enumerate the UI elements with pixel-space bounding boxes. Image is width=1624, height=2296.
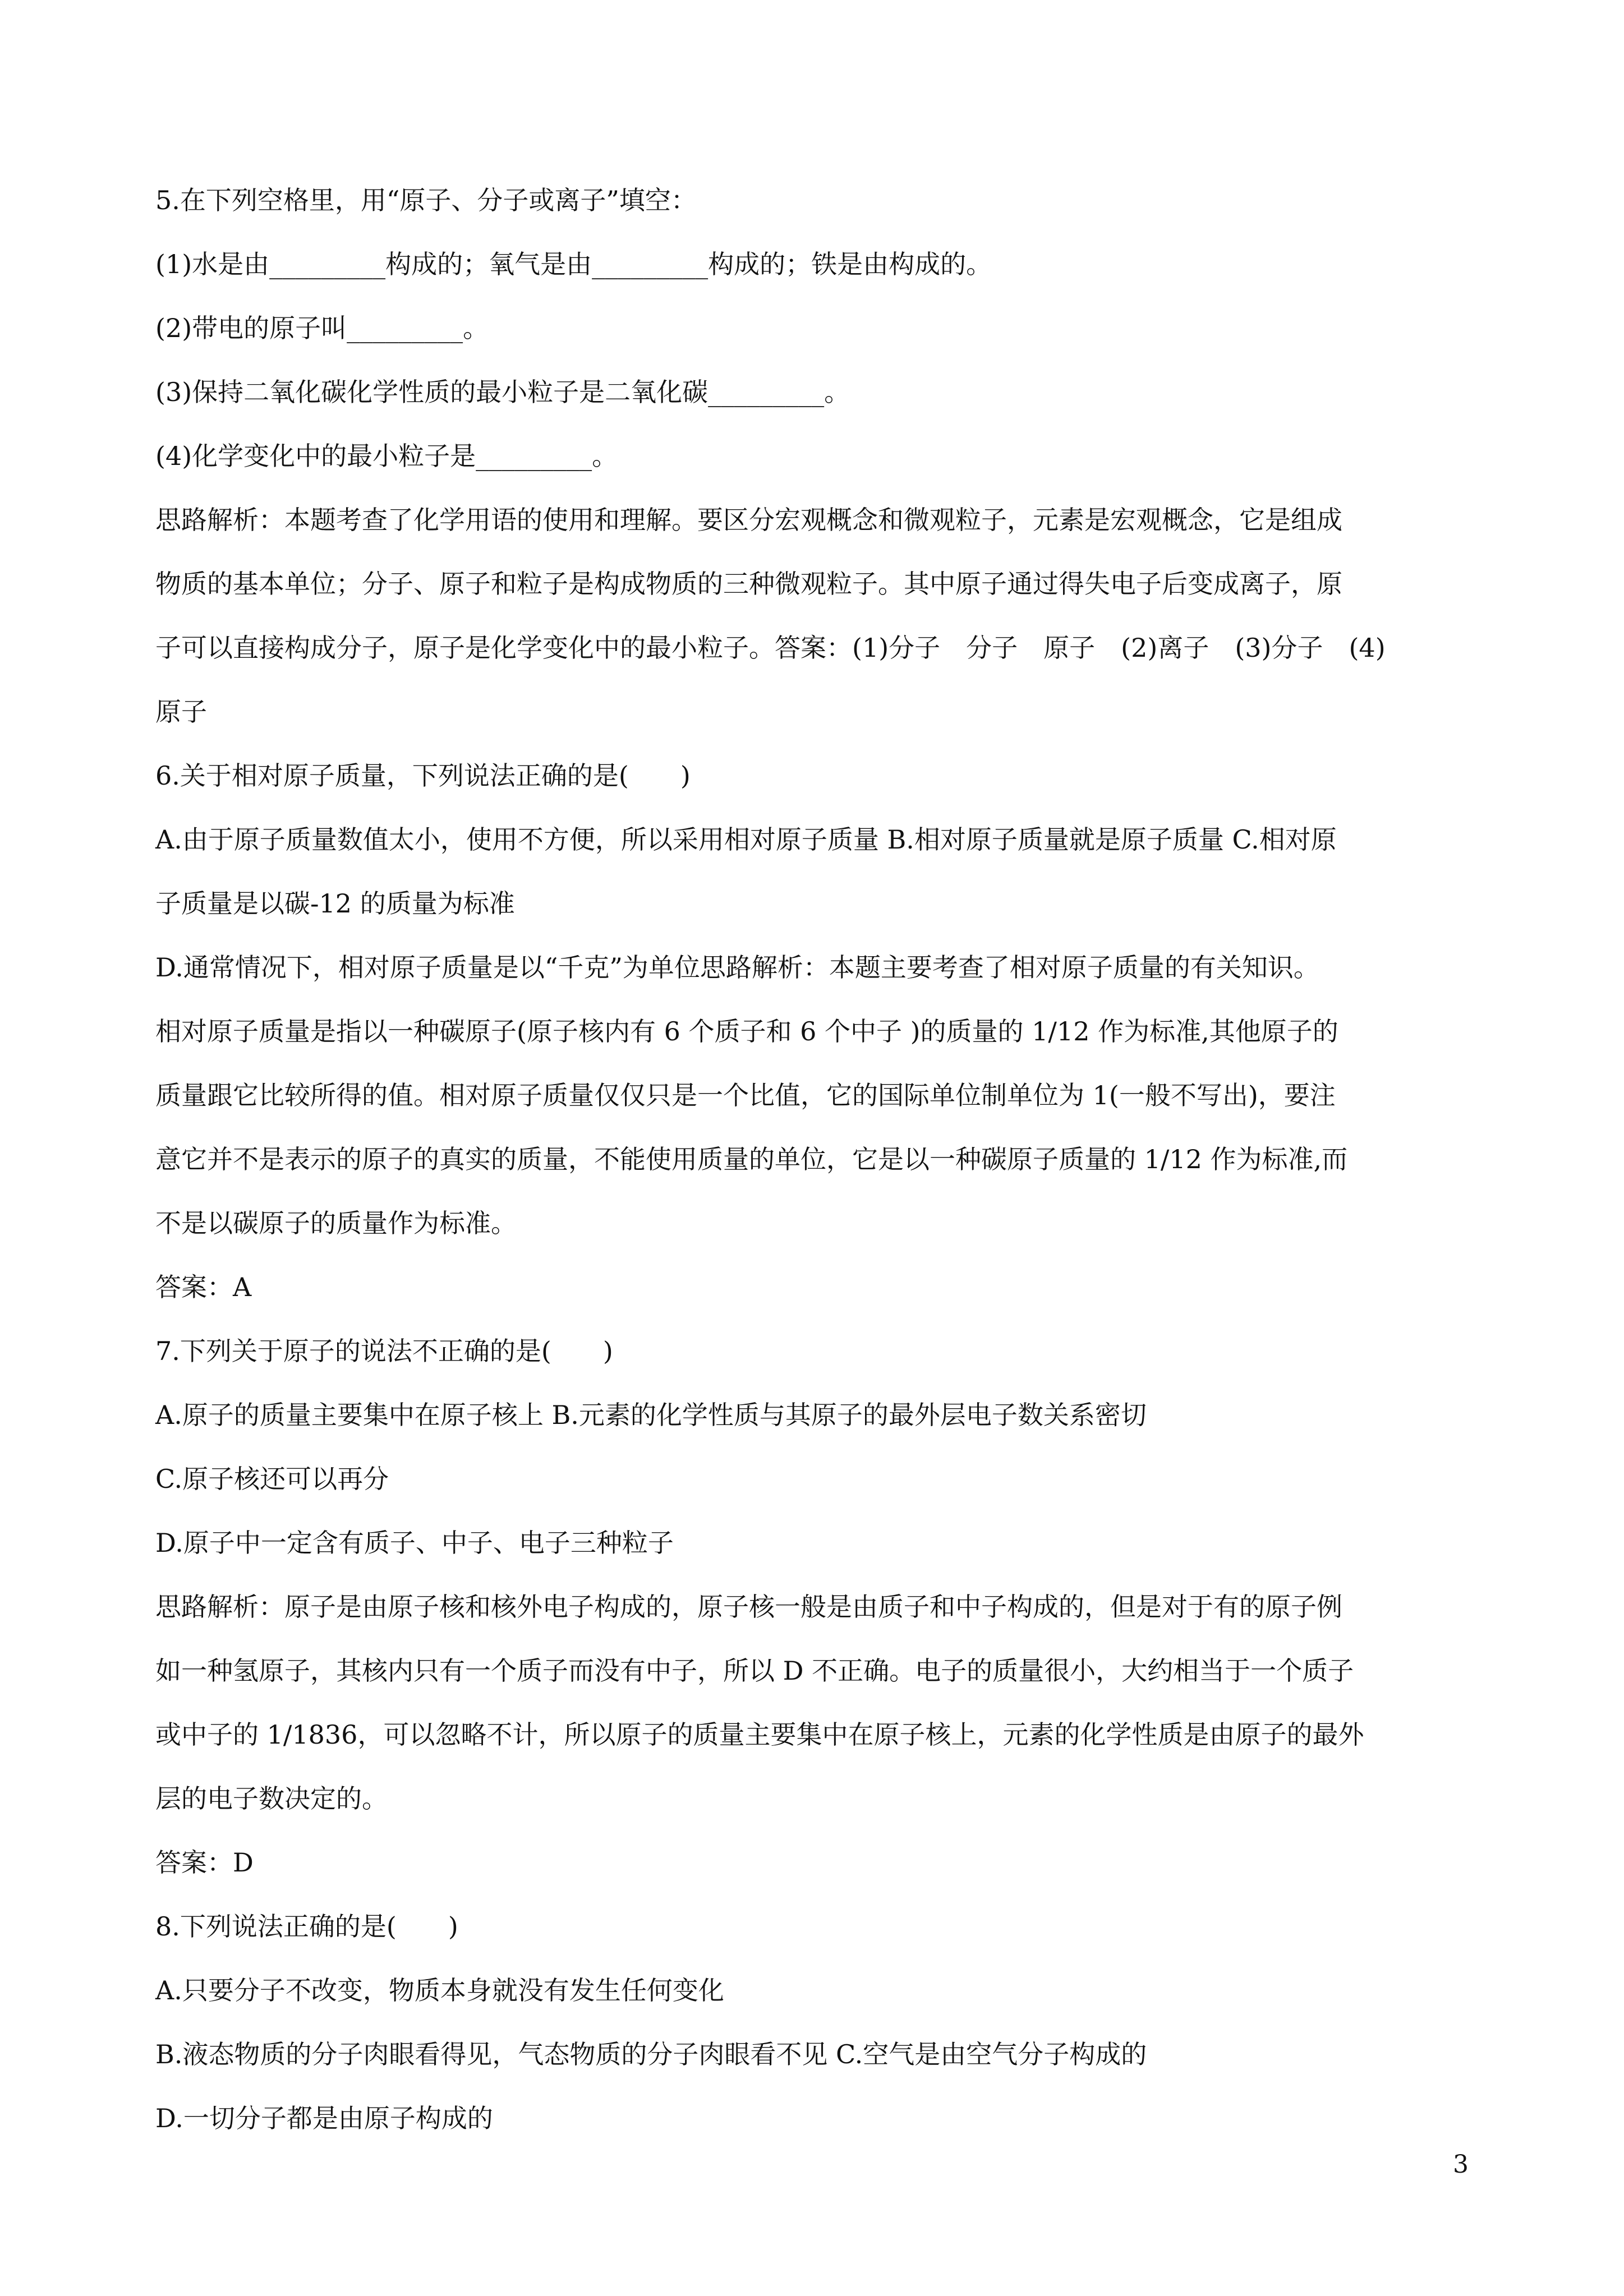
text-line: 意它并不是表示的原子的真实的质量，不能使用质量的单位，它是以一种碳原子质量的 1/12 作为标准,而 xyxy=(155,1144,1348,1174)
text-line: A.原子的质量主要集中在原子核上 B.元素的化学性质与其原子的最外层电子数关系密切 xyxy=(155,1400,1147,1430)
text-line: 子质量是以碳-12 的质量为标准 xyxy=(155,888,515,919)
text-line: (1)水是由_________构成的；氧气是由_________构成的；铁是由构成的。 xyxy=(155,249,992,279)
page-number: 3 xyxy=(1453,2150,1469,2179)
text-line: 答案：D xyxy=(155,1847,254,1878)
text-line: 子可以直接构成分子，原子是化学变化中的最小粒子。答案：(1)分子 分子 原子 (2)离子 (3)分子 (4) xyxy=(155,633,1386,663)
text-line: 层的电子数决定的。 xyxy=(155,1783,388,1814)
text-line: 相对原子质量是指以一种碳原子(原子核内有 6 个质子和 6 个中子 )的质量的 1/12 作为标准,其他原子的 xyxy=(155,1016,1338,1046)
text-line: 思路解析：本题考查了化学用语的使用和理解。要区分宏观概念和微观粒子，元素是宏观概念，它是组成 xyxy=(155,505,1342,535)
text-line: 或中子的 1/1836，可以忽略不计，所以原子的质量主要集中在原子核上，元素的化学性质是由原子的最外 xyxy=(155,1719,1364,1750)
text-line: 6.关于相对原子质量，下列说法正确的是( ) xyxy=(155,760,691,791)
text-line: 8.下列说法正确的是( ) xyxy=(155,1911,458,1942)
text-line: 答案：A xyxy=(155,1272,252,1302)
text-line: 质量跟它比较所得的值。相对原子质量仅仅只是一个比值，它的国际单位制单位为 1(一般不写出)，要注 xyxy=(155,1080,1336,1110)
text-line: A.由于原子质量数值太小，使用不方便，所以采用相对原子质量 B.相对原子质量就是原子质量 C.相对原 xyxy=(155,824,1337,855)
text-line: B.液态物质的分子肉眼看得见，气态物质的分子肉眼看不见 C.空气是由空气分子构成的 xyxy=(155,2039,1147,2069)
text-line: D.原子中一定含有质子、中子、电子三种粒子 xyxy=(155,1528,674,1558)
text-line: 如一种氢原子，其核内只有一个质子而没有中子，所以 D 不正确。电子的质量很小，大约相当于一个质子 xyxy=(155,1656,1354,1686)
document-body xyxy=(155,168,1474,2150)
text-line: D.一切分子都是由原子构成的 xyxy=(155,2103,493,2133)
text-line: 不是以碳原子的质量作为标准。 xyxy=(155,1208,517,1238)
text-line: (4)化学变化中的最小粒子是_________。 xyxy=(155,441,618,471)
text-line: 5.在下列空格里，用“原子、分子或离子”填空： xyxy=(155,185,697,215)
text-line: (2)带电的原子叫_________。 xyxy=(155,313,489,343)
text-line: 7.下列关于原子的说法不正确的是( ) xyxy=(155,1336,613,1366)
text-line: C.原子核还可以再分 xyxy=(155,1464,389,1494)
text-line: 思路解析：原子是由原子核和核外电子构成的，原子核一般是由质子和中子构成的，但是对于有的原子例 xyxy=(155,1592,1342,1622)
text-line: D.通常情况下，相对原子质量是以“千克”为单位思路解析：本题主要考查了相对原子质量的有关知识。 xyxy=(155,952,1319,983)
text-line: (3)保持二氧化碳化学性质的最小粒子是二氧化碳_________。 xyxy=(155,377,850,407)
text-line: A.只要分子不改变，物质本身就没有发生任何变化 xyxy=(155,1975,724,2005)
text-line: 原子 xyxy=(155,697,207,727)
text-line: 物质的基本单位；分子、原子和粒子是构成物质的三种微观粒子。其中原子通过得失电子后变成离子，原 xyxy=(155,569,1342,599)
